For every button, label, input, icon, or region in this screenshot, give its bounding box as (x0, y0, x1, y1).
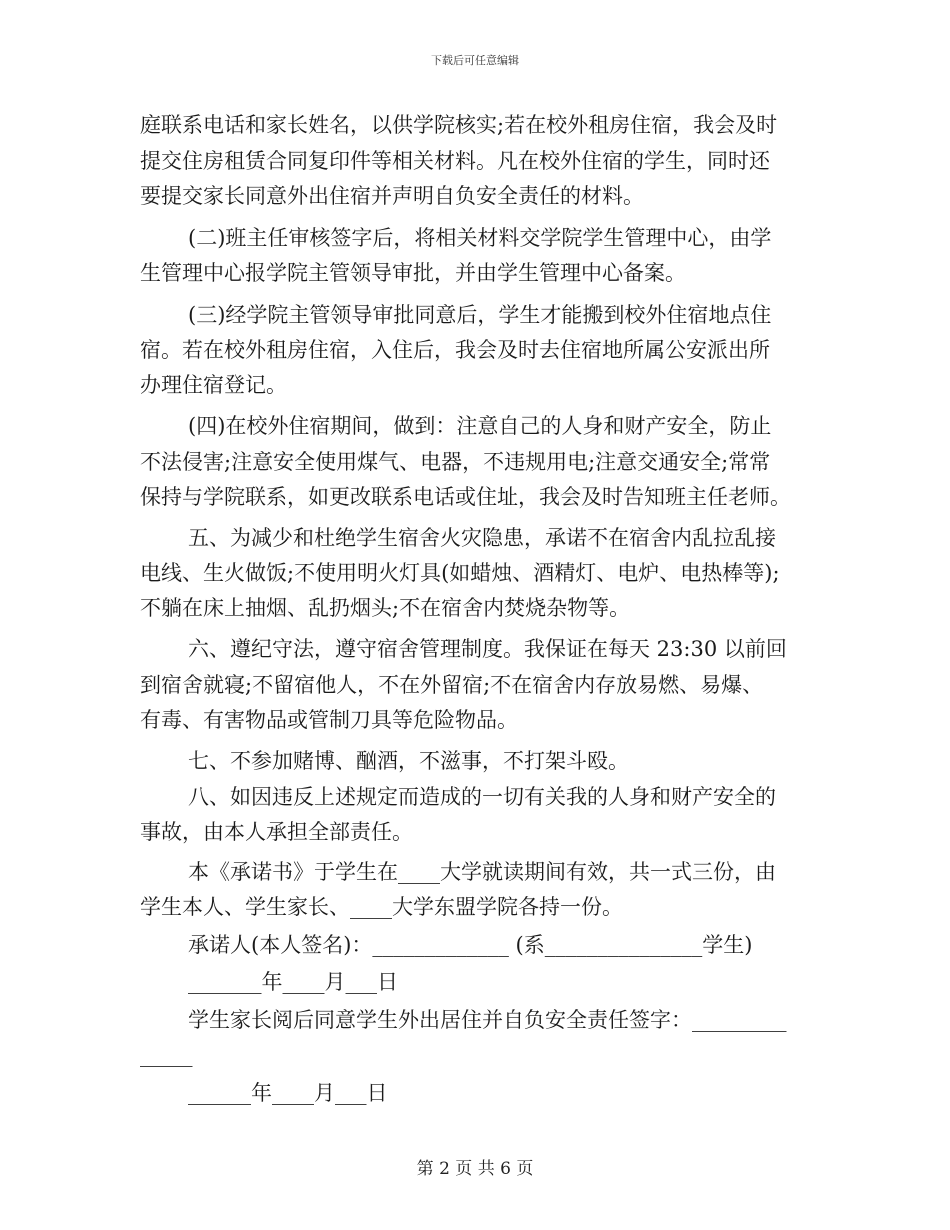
text-line: 要提交家长同意外出住宿并声明自负安全责任的材料。 (140, 184, 644, 208)
text-line: 六、遵纪守法，遵守宿舍管理制度。我保证在每天 23:30 以前回 (188, 637, 787, 661)
text-line: 宿。若在校外租房住宿，入住后，我会及时去住宿地所属公安派出所 (140, 338, 770, 362)
text-line: 生管理中心报学院主管领导审批，并由学生管理中心备案。 (140, 261, 686, 285)
text-line: 不躺在床上抽烟、乱扔烟头;不在宿舍内焚烧杂物等。 (140, 596, 631, 620)
date-line: _______年____月___日 (188, 970, 398, 994)
text-line: 有毒、有害物品或管制刀具等危险物品。 (140, 708, 518, 732)
text-line: 本《承诺书》于学生在____大学就读期间有效，共一式三份，由 (188, 860, 776, 884)
text-line: 事故，由本人承担全部责任。 (140, 820, 413, 844)
text-line: 保持与学院联系，如更改联系电话或住址，我会及时告知班主任老师。 (140, 485, 791, 509)
text-line: 提交住房租赁合同复印件等相关材料。凡在校外住宿的学生，同时还 (140, 149, 770, 173)
signature-line: _____ (140, 1043, 193, 1067)
text-line: 电线、生火做饭;不使用明火灯具(如蜡烛、酒精灯、电炉、电热棒等); (140, 561, 780, 585)
signature-line: 承诺人(本人签名)：_____________ (系_______________学生) (188, 933, 753, 957)
text-line: 到宿舍就寝;不留宿他人，不在外留宿;不在宿舍内存放易燃、易爆、 (140, 673, 764, 697)
text-line: 庭联系电话和家长姓名，以供学院核实;若在校外租房住宿，我会及时 (140, 113, 778, 137)
text-line: (二)班主任审核签字后，将相关材料交学院学生管理中心，由学 (188, 226, 772, 250)
text-line: 七、不参加赌博、酗酒，不滋事，不打架斗殴。 (188, 749, 629, 773)
text-line: 八、如因违反上述规定而造成的一切有关我的人身和财产安全的 (188, 785, 776, 809)
page-header-note: 下载后可任意编辑 (431, 54, 519, 67)
text-line: 五、为减少和杜绝学生宿舍火灾隐患，承诺不在宿舍内乱拉乱接 (188, 526, 776, 550)
text-line: (四)在校外住宿期间，做到：注意自己的人身和财产安全，防止 (188, 414, 772, 438)
date-line: ______年____月___日 (188, 1081, 388, 1105)
text-line: 不法侵害;注意安全使用煤气、电器，不违规用电;注意交通安全;常常 (140, 450, 771, 474)
signature-line: 学生家长阅后同意学生外出居住并自负安全责任签字：_________ (188, 1008, 787, 1032)
page-number: 第 2 页 共 6 页 (416, 1159, 534, 1179)
text-line: 办理住宿登记。 (140, 373, 287, 397)
text-line: (三)经学院主管领导审批同意后，学生才能搬到校外住宿地点住 (188, 303, 772, 327)
text-line: 学生本人、学生家长、____大学东盟学院各持一份。 (140, 895, 623, 919)
